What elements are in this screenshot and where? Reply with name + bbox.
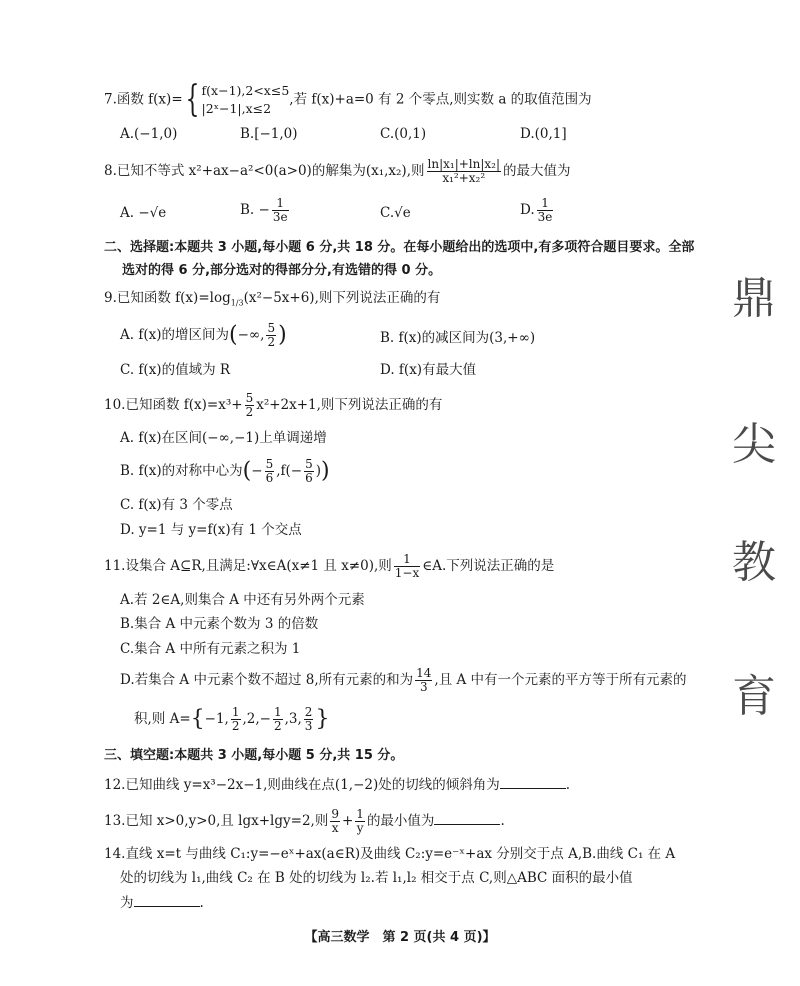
- q13-stem-post: 的最小值为: [366, 813, 435, 829]
- q10-option-c: C. f(x)有 3 个零点: [120, 497, 233, 513]
- question-14-line3: 为 .: [120, 892, 720, 913]
- q7-brace: {: [185, 79, 199, 120]
- q7-piece-2: |2ˣ−1|,x≤2: [201, 101, 272, 116]
- q11-option-d-line2-pre: 积,则 A=: [134, 711, 191, 727]
- q9-option-a-pre: A. f(x)的增区间为: [120, 327, 229, 343]
- question-14-line1: 14.直线 x=t 与曲线 C₁:y=−eˣ+ax(a∈R)及曲线 C₂:y=e⁻ˣ+ax 分别交于点 A,B.曲线 C₁ 在 A: [104, 846, 676, 862]
- q14-line3: 为: [120, 895, 134, 911]
- q11-set-d3: 3: [304, 719, 313, 733]
- q11-option-d-pre: D.若集合 A 中元素个数不超过 8,所有元素的和为: [120, 672, 414, 688]
- q9-option-b: B. f(x)的减区间为(3,+∞): [380, 330, 536, 346]
- q10-option-d: D. y=1 与 y=f(x)有 1 个交点: [120, 522, 302, 538]
- watermark-char-1: 鼎: [732, 273, 776, 324]
- q10-option-b-pre: B. f(x)的对称中心为: [120, 463, 243, 479]
- q13-n1: 9: [331, 807, 339, 821]
- section-3-heading: 三、填空题:本题共 3 小题,每小题 5 分,共 15 分。: [104, 748, 404, 763]
- q11-set-d2: 2: [273, 719, 282, 733]
- q10-stem-pre: 10.已知函数 f(x)=x³+: [104, 397, 243, 413]
- q11-option-c: C.集合 A 中所有元素之积为 1: [120, 641, 301, 657]
- q12-answer-blank[interactable]: [500, 774, 566, 789]
- q9-option-d: D. f(x)有最大值: [380, 362, 477, 378]
- q7-option-d: D.(0,1]: [520, 126, 567, 142]
- q9-log-base: 1/3: [230, 298, 244, 308]
- q8-option-d-pre: D.: [520, 202, 535, 218]
- q8-option-b-den: 3e: [272, 210, 288, 224]
- q7-pieces: [202, 82, 290, 118]
- q8-option-d: [520, 197, 555, 224]
- q11-set-n2: 1: [273, 705, 282, 719]
- q11-stem-pre: 11.设集合 A⊆R,且满足:∀x∈A(x≠1 且 x≠0),则: [104, 558, 392, 574]
- q10-stem-den: 2: [245, 405, 254, 419]
- question-10: [104, 392, 704, 419]
- q11-option-a: A.若 2∈A,则集合 A 中还有另外两个元素: [120, 592, 365, 608]
- q9-option-a-inner: −∞,: [237, 327, 265, 343]
- q9-option-a: A. f(x)的增区间为(−∞, $\frac{5}{2}$ ): [120, 321, 287, 349]
- q13-d1: x: [331, 821, 339, 835]
- q8-option-b: [240, 197, 291, 224]
- q10-stem-num: 5: [245, 391, 254, 405]
- q9-option-a-den: 2: [267, 335, 276, 349]
- q8-option-a: A. −√e: [120, 205, 167, 221]
- q8-option-d-num: 1: [537, 197, 554, 211]
- watermark-char-4: 育: [732, 671, 776, 722]
- q11-set-n1: 1: [231, 705, 240, 719]
- q11-stem-num: 1: [394, 553, 420, 567]
- q13-answer-blank[interactable]: [434, 810, 500, 825]
- q10-option-b-den2: 6: [305, 471, 313, 485]
- q10-option-b-num2: 5: [305, 457, 313, 471]
- q8-stem-post: 的最大值为: [503, 163, 571, 179]
- q8-option-d-den: 3e: [537, 210, 553, 224]
- q9-option-c: C. f(x)的值域为 R: [120, 362, 231, 378]
- watermark-char-3: 教: [732, 537, 776, 588]
- q11-set-e1: −1,: [204, 711, 229, 727]
- q13-n2: 1: [356, 807, 364, 821]
- question-13: 13.已知 x>0,y>0,且 lgx+lgy=2,则 $\frac{9}{x}$ + $\frac{1}{y}$ 的最小值为 .: [104, 807, 505, 835]
- q7-option-a: A.(−1,0): [120, 126, 178, 142]
- q11-option-d-num: 14: [416, 666, 432, 680]
- q11-set-e3: ,3,: [284, 711, 302, 727]
- q12-stem: 12.已知曲线 y=x³−2x−1,则曲线在点(1,−2)处的切线的倾斜角为: [104, 777, 500, 793]
- q11-option-d-line2: 积,则 A={−1, $\frac{1}{2}$ ,2,− $\frac{1}{2}$ ,3, $\frac{2}{3}$ }: [134, 705, 330, 733]
- q8-frac-den: x₁²+x₂²: [442, 171, 486, 185]
- q11-option-d-den: 3: [419, 680, 428, 694]
- q8-option-b-pre: B. −: [240, 202, 270, 218]
- q11-set-n3: 2: [304, 705, 313, 719]
- q7-stem-pre: 7.函数 f(x)=: [104, 91, 183, 108]
- q10-option-a: A. f(x)在区间(−∞,−1)上单调递增: [120, 430, 327, 446]
- q10-option-b-den1: 6: [265, 471, 274, 485]
- q10-option-b-mid: ,f(−: [276, 463, 303, 479]
- watermark-char-2: 尖: [732, 419, 776, 470]
- q10-stem-post: x²+2x+1,则下列说法正确的有: [256, 397, 443, 413]
- q13-d2: y: [356, 821, 364, 835]
- q11-set-d1: 2: [231, 719, 240, 733]
- q9-stem-pre: 9.已知函数 f(x)=log: [104, 290, 231, 306]
- q11-option-b: B.集合 A 中元素个数为 3 的倍数: [120, 616, 319, 632]
- q11-option-d-post: ,且 A 中有一个元素的平方等于所有元素的: [434, 672, 687, 688]
- question-7: [104, 79, 704, 120]
- q11-option-d: [120, 667, 687, 694]
- q10-option-b: B. f(x)的对称中心为(− $\frac{5}{6}$ ,f(− $\frac{5}{6}$ )): [120, 457, 330, 485]
- q7-option-c: C.(0,1): [380, 126, 427, 142]
- q8-stem-pre: 8.已知不等式 x²+ax−a²<0(a>0)的解集为(x₁,x₂),则: [104, 163, 425, 179]
- question-11: [104, 553, 704, 580]
- q13-plus: +: [341, 813, 354, 829]
- q9-stem-post: (x²−5x+6),则下列说法正确的有: [243, 290, 441, 306]
- question-12: 12.已知曲线 y=x³−2x−1,则曲线在点(1,−2)处的切线的倾斜角为 .: [104, 774, 704, 795]
- question-9: [104, 288, 704, 314]
- q7-option-b: B.[−1,0): [240, 126, 298, 142]
- q9-option-a-num: 5: [267, 321, 276, 335]
- q11-stem-den: 1−x: [394, 566, 420, 580]
- q8-frac-num: ln|x₁|+ln|x₂|: [427, 157, 501, 171]
- page-footer: 【高三数学 第 2 页(共 4 页)】: [304, 930, 496, 945]
- q13-stem-pre: 13.已知 x>0,y>0,且 lgx+lgy=2,则: [104, 813, 329, 829]
- q8-option-c: C.√e: [380, 205, 411, 221]
- q8-option-b-num: 1: [272, 197, 289, 211]
- q14-answer-blank[interactable]: [134, 892, 200, 907]
- question-14-line2: 处的切线为 l₁,曲线 C₂ 在 B 处的切线为 l₂.若 l₁,l₂ 相交于点 C,则△ABC 面积的最小值: [120, 870, 633, 886]
- section-2-note: 选对的得 6 分,部分选对的得部分分,有选错的得 0 分。: [122, 263, 442, 278]
- question-8: [104, 158, 704, 185]
- q7-piece-1: f(x−1),2<x≤5: [201, 83, 290, 98]
- section-2-heading: 二、选择题:本题共 3 小题,每小题 6 分,共 18 分。在每小题给出的选项中,有多项符合题目要求。全部: [104, 240, 695, 255]
- q10-option-b-num1: 5: [265, 457, 274, 471]
- q8-fraction: [427, 158, 502, 185]
- q11-set-e2: ,2,−: [242, 711, 271, 727]
- q11-stem-post: ∈A.下列说法正确的是: [422, 558, 555, 574]
- q7-stem-post: ,若 f(x)+a=0 有 2 个零点,则实数 a 的取值范围为: [289, 91, 592, 108]
